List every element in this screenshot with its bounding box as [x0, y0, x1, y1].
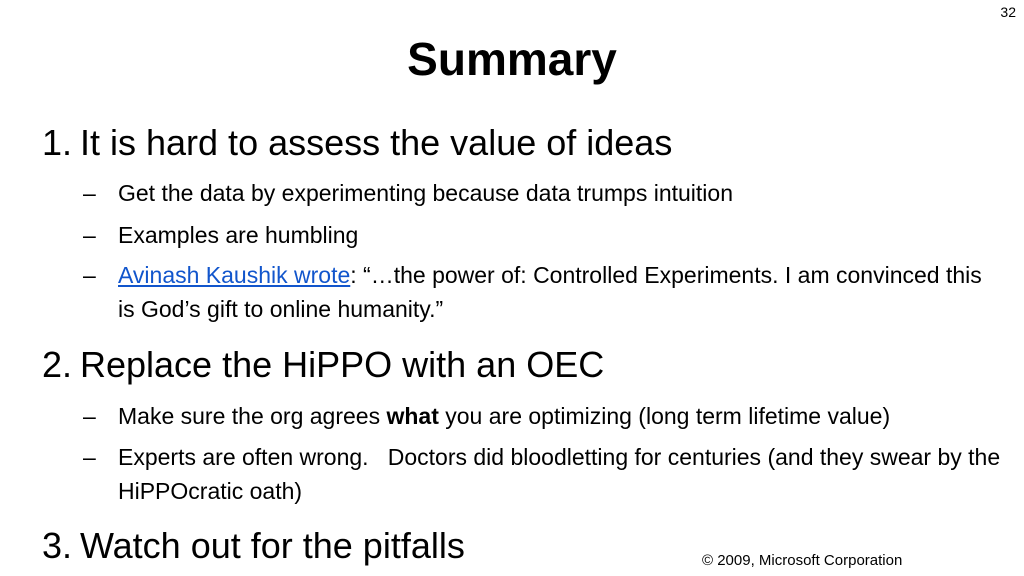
sub-bullet-quote: [83, 258, 1003, 326]
sub-bullet: [83, 399, 1003, 433]
point-2: [42, 343, 1002, 387]
sub-bullet: [83, 440, 1007, 508]
sub-bullet: [83, 218, 1003, 252]
dash-bullet: –: [83, 262, 96, 288]
point-1: [42, 121, 1002, 165]
point-text: Watch out for the pitfalls: [80, 525, 465, 566]
sub-bullet-text: Experts are often wrong. Doctors did bloodletting for centuries (and they swear by the HiPPOcratic oath): [118, 444, 1007, 504]
dash-bullet: –: [83, 444, 96, 470]
slide-title: Summary: [407, 33, 617, 85]
dash-bullet: –: [83, 222, 96, 248]
point-number: 1.: [42, 122, 73, 163]
point-number: 3.: [42, 525, 73, 566]
dash-bullet: –: [83, 180, 96, 206]
bold-what: what: [386, 403, 439, 429]
text-after: you are optimizing (long term lifetime value): [438, 403, 891, 429]
dash-bullet: –: [83, 403, 96, 429]
slide-number: 32: [1000, 4, 1016, 20]
point-text: Replace the HiPPO with an OEC: [80, 344, 605, 385]
point-text: It is hard to assess the value of ideas: [80, 122, 673, 163]
copyright-notice: © 2009, Microsoft Corporation: [702, 552, 903, 569]
point-number: 2.: [42, 344, 73, 385]
sub-bullet-text: [118, 399, 1003, 433]
sub-bullet-text: Examples are humbling: [118, 222, 359, 248]
text-before: Make sure the org agrees: [118, 403, 387, 429]
quote-text: : “…the power of: Controlled Experiments. I am convinced this is God’s gift to online humanity.”: [118, 262, 982, 322]
kaushik-link[interactable]: Avinash Kaushik wrote: [118, 262, 351, 288]
sub-bullet-text: Get the data by experimenting because data trumps intuition: [118, 180, 733, 206]
sub-bullet: [83, 176, 1003, 210]
sub-bullet-text: [118, 258, 1003, 326]
